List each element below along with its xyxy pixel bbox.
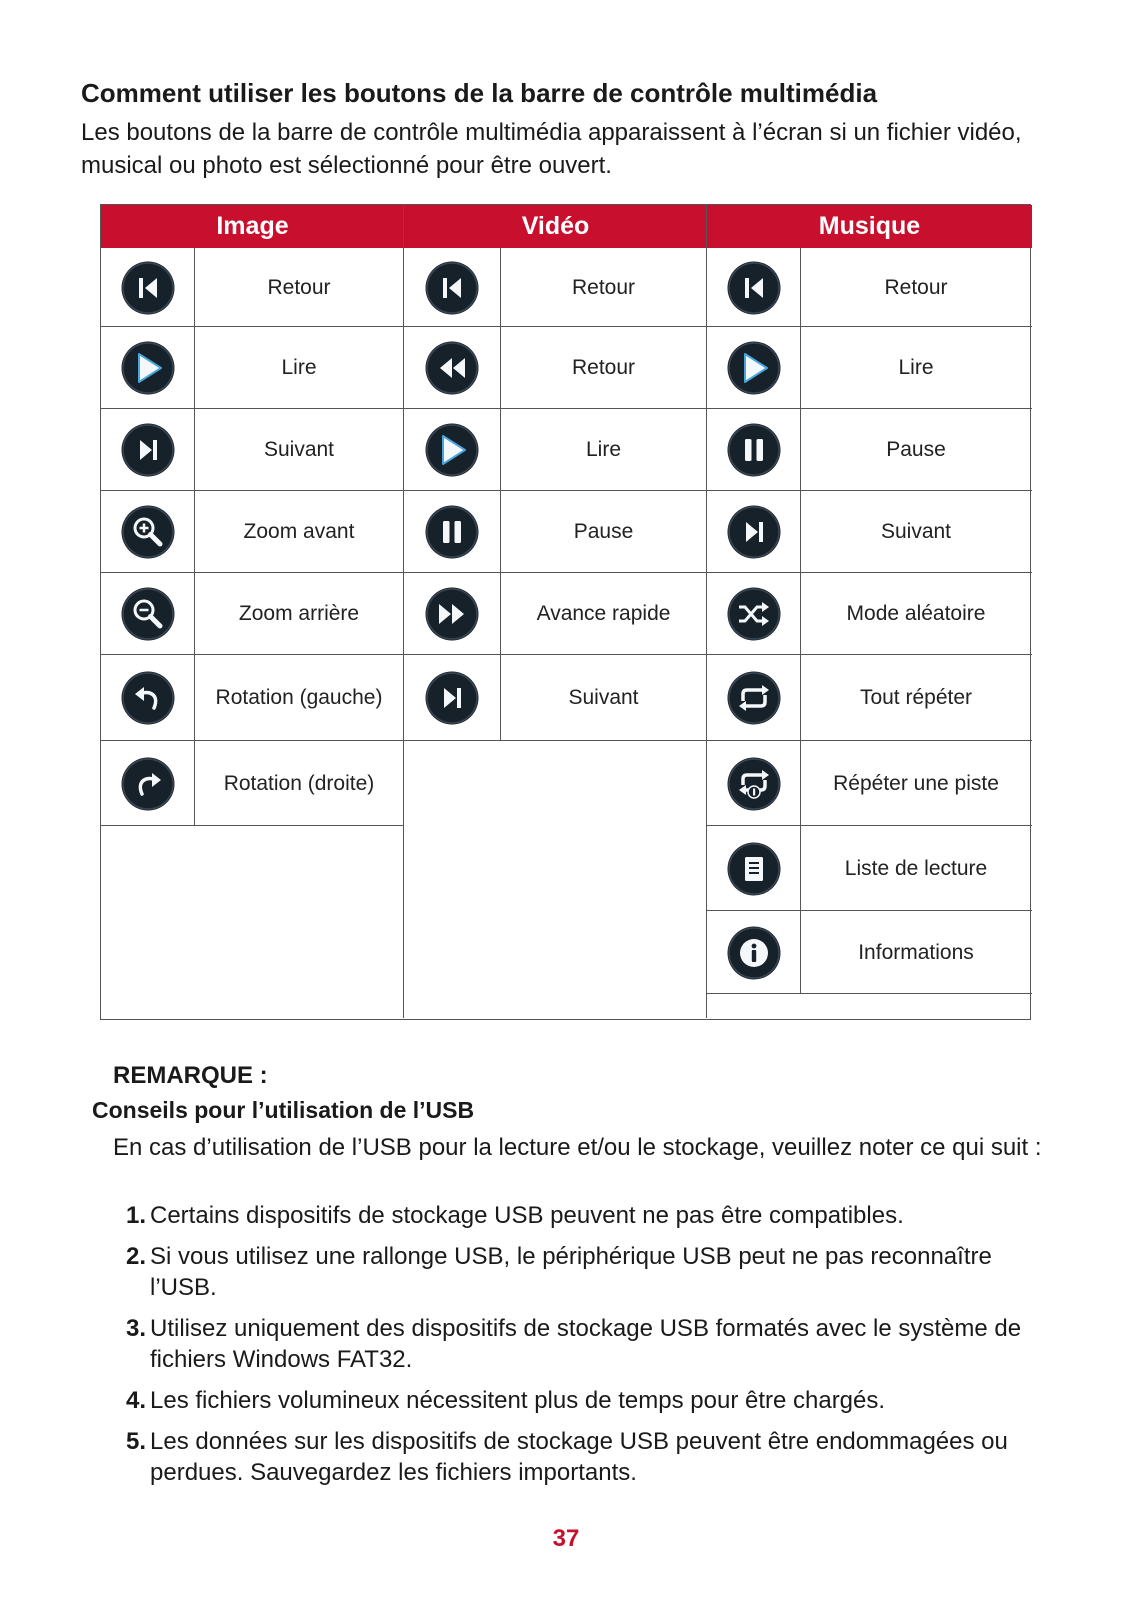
icon-cell [101, 409, 194, 491]
column-divider [194, 248, 195, 826]
list-item-number: 5. [125, 1428, 146, 1455]
list-item [113, 1241, 1058, 1303]
note-subtitle: Conseils pour l’utilisation de l’USB [92, 1097, 475, 1123]
zoom-in-icon [120, 504, 176, 560]
media-controls-table [100, 204, 1031, 1020]
column-header: Musique [707, 205, 1032, 248]
icon-cell [404, 409, 500, 491]
icon-cell [404, 491, 500, 573]
control-label: Suivant [568, 686, 639, 709]
note-body: En cas d’utilisation de l’USB pour la lecture et/ou le stockage, veuillez noter ce qui suit : [113, 1134, 1042, 1161]
skip-next-icon [120, 422, 176, 478]
skip-previous-icon [120, 260, 176, 316]
list-item-text: Les fichiers volumineux nécessitent plus de temps pour être chargés. [150, 1387, 886, 1414]
icon-cell [707, 826, 800, 911]
icon-cell [101, 655, 194, 741]
rewind-icon [424, 340, 480, 396]
icon-cell [101, 741, 194, 826]
repeat-one-icon [726, 756, 782, 812]
icon-cell [707, 327, 800, 409]
icon-cell [707, 409, 800, 491]
control-label: Retour [884, 275, 948, 299]
play-icon [120, 340, 176, 396]
playlist-icon [726, 841, 782, 897]
column-divider [500, 248, 501, 741]
column-divider [800, 248, 801, 994]
list-item-text: Si vous utilisez une rallonge USB, le périphérique USB peut ne pas reconnaître l’USB. [150, 1243, 992, 1301]
icon-cell [707, 911, 800, 994]
control-label: Liste de lecture [844, 856, 988, 880]
control-label: Zoom arrière [238, 602, 360, 625]
column-header: Vidéo [404, 205, 707, 248]
control-label: Retour [571, 356, 636, 379]
icon-cell [101, 573, 194, 655]
list-item-text: Utilisez uniquement des dispositifs de stockage USB formatés avec le système de fichiers Windows FAT32. [150, 1315, 1022, 1373]
icon-cell [404, 655, 500, 741]
icon-cell [707, 491, 800, 573]
column-header: Image [101, 205, 404, 248]
row-divider [707, 993, 1032, 994]
list-item-text: Les données sur les dispositifs de stockage USB peuvent être endommagées ou perdues. Sauvegardez les fichiers importants. [150, 1428, 1008, 1486]
control-label: Avance rapide [536, 602, 671, 625]
icon-cell [707, 248, 800, 327]
control-label: Retour [267, 275, 331, 299]
fast-forward-icon [424, 586, 480, 642]
rotate-left-icon [120, 670, 176, 726]
skip-next-icon [424, 670, 480, 726]
row-divider [101, 825, 404, 826]
play-icon [424, 422, 480, 478]
icon-cell [404, 248, 500, 327]
intro-paragraph: Les boutons de la barre de contrôle multimédia apparaissent à l’écran si un fichier vidéo, musical ou photo est sélectionné pour être ouvert. [81, 119, 1022, 179]
icon-cell [707, 655, 800, 741]
control-label: Rotation (droite) [223, 771, 375, 795]
icon-cell [101, 491, 194, 573]
list-item-text: Certains dispositifs de stockage USB peuvent ne pas être compatibles. [150, 1202, 904, 1229]
control-label: Zoom avant [243, 520, 355, 543]
pause-icon [424, 504, 480, 560]
section-heading: Comment utiliser les boutons de la barre de contrôle multimédia [81, 78, 878, 108]
icon-cell [101, 248, 194, 327]
rotate-right-icon [120, 756, 176, 812]
page-number: 37 [552, 1525, 580, 1552]
note-title: REMARQUE : [113, 1062, 268, 1089]
list-item-number: 4. [125, 1387, 146, 1414]
control-label: Mode aléatoire [846, 602, 986, 625]
icon-cell [707, 573, 800, 655]
control-label: Suivant [263, 438, 335, 461]
icon-cell [101, 327, 194, 409]
icon-cell [404, 573, 500, 655]
pause-icon [726, 422, 782, 478]
play-icon [726, 340, 782, 396]
skip-previous-icon [424, 260, 480, 316]
list-item-number: 1. [125, 1202, 146, 1229]
control-label: Répéter une piste [833, 771, 999, 795]
control-label: Retour [571, 275, 636, 299]
list-item [113, 1385, 1058, 1416]
list-item [113, 1426, 1058, 1488]
control-label: Lire [281, 356, 317, 379]
list-item [113, 1200, 1058, 1231]
control-label: Informations [858, 940, 974, 964]
control-label: Rotation (gauche) [215, 686, 383, 709]
row-divider [404, 740, 707, 741]
control-label: Lire [898, 356, 934, 379]
skip-previous-icon [726, 260, 782, 316]
icon-cell [404, 327, 500, 409]
icon-cell [707, 741, 800, 826]
shuffle-icon [726, 586, 782, 642]
list-item-number: 3. [125, 1315, 146, 1342]
control-label: Tout répéter [859, 686, 973, 709]
control-label: Lire [585, 438, 622, 461]
repeat-all-icon [726, 670, 782, 726]
control-label: Suivant [880, 520, 952, 543]
control-label: Pause [573, 520, 634, 543]
control-label: Pause [886, 438, 946, 461]
zoom-out-icon [120, 586, 176, 642]
info-icon [726, 925, 782, 981]
list-item [113, 1313, 1058, 1375]
list-item-number: 2. [125, 1243, 146, 1270]
skip-next-icon [726, 504, 782, 560]
usb-tips-list [113, 1200, 1058, 1498]
